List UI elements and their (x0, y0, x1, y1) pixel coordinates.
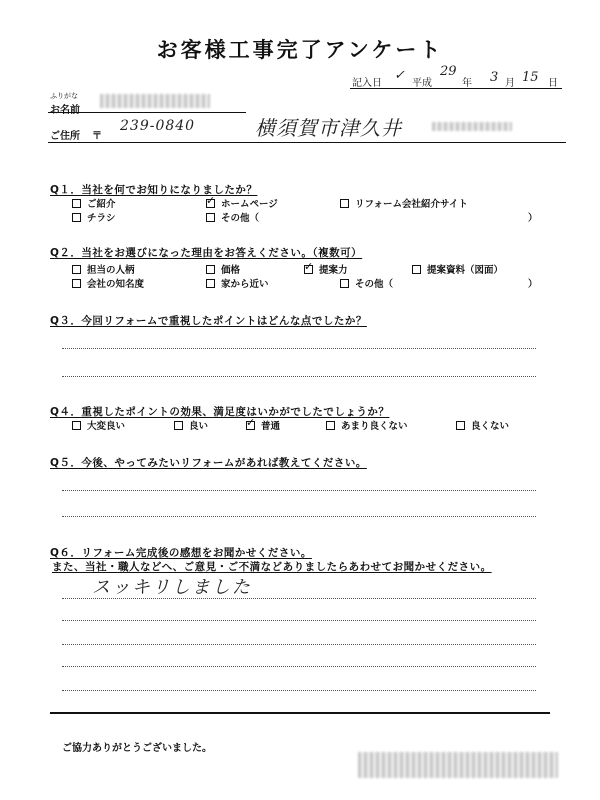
q6-answer-line[interactable] (62, 666, 536, 667)
date-underline (350, 88, 562, 89)
q2-option-other[interactable] (340, 276, 393, 290)
address-label: ご住所 (50, 131, 80, 142)
checkbox[interactable] (456, 421, 465, 430)
day-value[interactable]: 15 (522, 70, 539, 85)
option-label: 家から近い (221, 279, 269, 290)
checkbox[interactable] (72, 421, 81, 430)
q4-option-average[interactable] (246, 418, 280, 432)
option-label: リフォーム会社紹介サイト (355, 199, 468, 210)
year-value[interactable]: 29 (440, 64, 457, 79)
redacted-address (432, 122, 512, 131)
month-value[interactable]: 3 (490, 70, 499, 85)
q5-text: Q５．今後、やってみたいリフォームがあれば教えてください。 (50, 457, 367, 469)
era-strike: ✓ (394, 68, 405, 83)
date-label: 記入日 (352, 78, 382, 89)
q4-option-good[interactable] (174, 418, 208, 432)
q2-text: Q２．当社をお選びになった理由をお答えください。（複数可） (50, 247, 363, 259)
checkbox[interactable] (72, 199, 81, 208)
option-label: その他（ (221, 213, 260, 224)
option-label: 提案力 (319, 265, 348, 276)
option-label: その他（ (355, 279, 394, 290)
checkbox[interactable] (340, 279, 349, 288)
month-suffix: 月 (505, 78, 515, 89)
q6-text: Q６．リフォーム完成後の感想をお聞かせください。 (50, 547, 312, 559)
divider (50, 712, 550, 714)
q1-option-flyer[interactable] (72, 210, 116, 224)
address-city[interactable]: 横須賀市津久井 (255, 116, 402, 140)
checkbox[interactable] (174, 421, 183, 430)
checkbox[interactable] (206, 279, 215, 288)
q4-option-very-good[interactable] (72, 418, 125, 432)
option-label: 担当の人柄 (87, 265, 135, 276)
option-label: ご紹介 (87, 199, 116, 210)
option-label: チラシ (87, 213, 116, 224)
option-label: ホームページ (221, 199, 278, 210)
q2-option-reputation[interactable] (72, 276, 144, 290)
option-label: 会社の知名度 (87, 279, 145, 290)
option-label: 良くない (471, 421, 510, 432)
q2-option-proposal[interactable] (304, 262, 348, 276)
option-label: 価格 (221, 265, 241, 276)
redacted-company-stamp (358, 752, 558, 778)
checkbox[interactable] (72, 265, 81, 274)
checkbox[interactable] (326, 421, 335, 430)
q4-text: Q４．重視したポイントの効果、満足度はいかがでしたでしょうか？ (50, 406, 390, 418)
checkbox[interactable] (340, 199, 349, 208)
q5-answer-line[interactable] (62, 516, 536, 517)
address-underline (48, 142, 566, 143)
q1-text: Q１．当社を何でお知りになりましたか？ (50, 184, 258, 196)
q2-option-staff[interactable] (72, 262, 135, 276)
q6-answer-line[interactable] (62, 598, 536, 599)
checkbox[interactable] (206, 265, 215, 274)
option-label: 普通 (261, 421, 281, 432)
postal-mark: 〒 (92, 131, 102, 142)
q2-option-price[interactable] (206, 262, 240, 276)
q1-option-referral[interactable] (72, 196, 116, 210)
q1-option-other[interactable] (206, 210, 259, 224)
checkbox-checked[interactable] (246, 421, 255, 430)
checkbox[interactable] (72, 213, 81, 222)
furigana-label: ふりがな (50, 92, 78, 100)
name-label: お名前 (50, 105, 80, 116)
day-suffix: 日 (548, 78, 558, 89)
q6-answer-line[interactable] (62, 620, 536, 621)
option-label: 大変良い (87, 421, 126, 432)
q1-option-reform-site[interactable] (340, 196, 468, 210)
postal-code[interactable]: 239-0840 (120, 118, 196, 134)
q3-answer-line[interactable] (62, 348, 536, 349)
q3-answer-line[interactable] (62, 376, 536, 377)
checkbox[interactable] (72, 279, 81, 288)
q6-answer-line[interactable] (62, 644, 536, 645)
year-suffix: 年 (462, 78, 472, 89)
checkbox[interactable] (206, 213, 215, 222)
name-underline (48, 112, 246, 113)
page-title: お客様工事完了アンケート (156, 38, 444, 62)
q6-answer-line[interactable] (62, 690, 536, 691)
q4-option-not-so-good[interactable] (326, 418, 408, 432)
q5-answer-line[interactable] (62, 490, 536, 491)
redacted-name (100, 94, 210, 108)
option-label: 良い (189, 421, 209, 432)
era: 平成 (412, 78, 432, 89)
thanks-text: ご協力ありがとうございました。 (62, 743, 212, 754)
q2-option-materials[interactable] (412, 262, 503, 276)
q2-option-nearby[interactable] (206, 276, 269, 290)
q1-option-homepage[interactable] (206, 196, 278, 210)
q6-subtext: また、当社・職人などへ、ご意見・ご不満などありましたらあわせてお聞かせください。 (52, 561, 492, 573)
q4-option-bad[interactable] (456, 418, 509, 432)
q3-text: Q３．今回リフォームで重視したポイントはどんな点でしたか？ (50, 315, 367, 327)
option-label: あまり良くない (341, 421, 408, 432)
q6-answer[interactable]: スッキリしました (92, 577, 252, 598)
checkbox-checked[interactable] (304, 265, 313, 274)
q1-close-paren: ） (528, 213, 538, 224)
q2-close-paren: ） (528, 279, 538, 290)
checkbox-checked[interactable] (206, 199, 215, 208)
option-label: 提案資料（図面） (427, 265, 504, 276)
checkbox[interactable] (412, 265, 421, 274)
